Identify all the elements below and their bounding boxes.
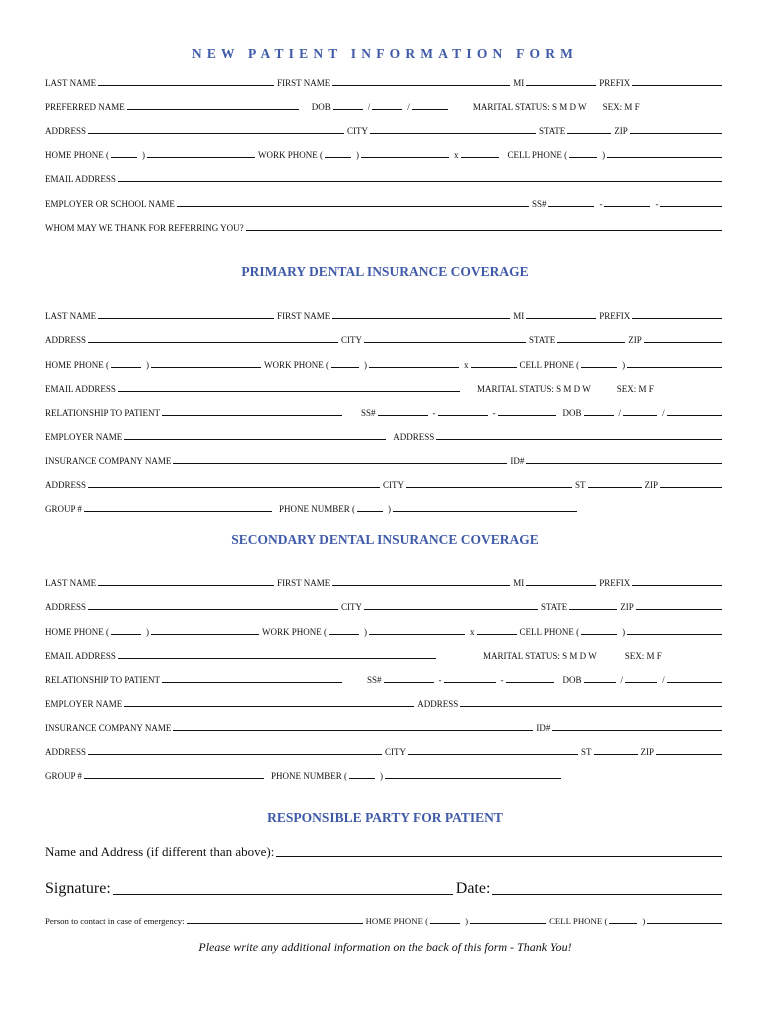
label: WORK PHONE ( — [258, 150, 323, 160]
primary-id-field[interactable] — [526, 463, 722, 464]
label: Signature: — [45, 880, 111, 897]
secondary-group-row: GROUP # PHONE NUMBER ( ) — [45, 767, 726, 781]
label: HOME PHONE ( — [45, 627, 109, 637]
primary-home-phone-field[interactable] — [151, 367, 261, 368]
label: WORK PHONE ( — [264, 360, 329, 370]
secondary-dob-year-field[interactable] — [667, 682, 722, 683]
patient-phone-row: HOME PHONE ( ) WORK PHONE ( ) x CELL PHONE ( ) — [45, 146, 726, 160]
primary-mi-field[interactable] — [526, 318, 596, 319]
work-area-code-field[interactable] — [325, 157, 351, 158]
label: INSURANCE COMPANY NAME — [45, 456, 172, 466]
label: LAST NAME — [45, 311, 97, 321]
secondary-employer-field[interactable] — [124, 706, 414, 707]
mi-field[interactable] — [526, 85, 596, 86]
ss-part2-field[interactable] — [604, 206, 650, 207]
ss-part3-field[interactable] — [660, 206, 722, 207]
primary-cell-phone-field[interactable] — [627, 367, 722, 368]
label: CELL PHONE ( — [507, 150, 568, 160]
label: ADDRESS — [45, 126, 87, 136]
secondary-insurance-address-row — [45, 743, 726, 757]
secondary-insurance-company-field[interactable] — [173, 730, 533, 731]
label: MI — [513, 311, 525, 321]
label: SS# — [367, 675, 382, 685]
primary-insurance-st-field[interactable] — [588, 487, 642, 488]
label: INSURANCE COMPANY NAME — [45, 723, 172, 733]
secondary-work-area-code-field[interactable] — [329, 634, 359, 635]
secondary-insurance-address-field[interactable] — [88, 754, 382, 755]
primary-ss-part3-field[interactable] — [498, 415, 556, 416]
primary-relationship-row: RELATIONSHIP TO PATIENT SS# - - DOB / / — [45, 404, 726, 418]
label: HOME PHONE ( — [45, 150, 109, 160]
label: FIRST NAME — [277, 578, 331, 588]
label: ADDRESS — [393, 432, 435, 442]
primary-name-row — [45, 307, 726, 321]
label: Name and Address (if different than above): — [45, 844, 275, 859]
label: ZIP — [620, 602, 634, 612]
patient-preferred-row: PREFERRED NAME DOB / / MARITAL STATUS: S M D W SEX: M F — [45, 102, 640, 112]
label: ID# — [536, 723, 551, 733]
secondary-state-field[interactable] — [569, 609, 617, 610]
responsible-name-row — [45, 842, 726, 860]
primary-marital-status-options[interactable]: MARITAL STATUS: S M D W — [476, 384, 591, 394]
label: ST — [581, 747, 592, 757]
secondary-dob-month-field[interactable] — [584, 682, 616, 683]
label: CITY — [347, 126, 369, 136]
state-field[interactable] — [567, 133, 611, 134]
label: GROUP # — [45, 504, 82, 514]
label: ADDRESS — [45, 335, 87, 345]
address-field[interactable] — [88, 133, 344, 134]
patient-referral-row — [45, 219, 726, 233]
primary-zip-field[interactable] — [644, 342, 722, 343]
secondary-name-row — [45, 574, 726, 588]
secondary-ss-part2-field[interactable] — [444, 682, 496, 683]
label: DOB — [311, 102, 331, 112]
secondary-address-row — [45, 598, 726, 612]
label: MI — [513, 578, 525, 588]
referral-field[interactable] — [246, 230, 722, 231]
label: ADDRESS — [45, 602, 87, 612]
label: PHONE NUMBER ( — [278, 504, 355, 514]
responsible-name-address-field[interactable] — [276, 856, 722, 857]
home-phone-field[interactable] — [147, 157, 255, 158]
secondary-insurance-st-field[interactable] — [594, 754, 638, 755]
label: SS# — [531, 199, 547, 209]
primary-dob-day-field[interactable] — [623, 415, 657, 416]
primary-sex-options[interactable]: SEX: M F — [616, 384, 654, 394]
label: STATE — [529, 335, 556, 345]
primary-group-row: GROUP # PHONE NUMBER ( ) — [45, 500, 726, 514]
patient-address-row — [45, 122, 726, 136]
cell-area-code-field[interactable] — [569, 157, 597, 158]
zip-field[interactable] — [630, 133, 722, 134]
primary-employer-field[interactable] — [124, 439, 386, 440]
primary-dob-month-field[interactable] — [584, 415, 614, 416]
secondary-employer-row — [45, 695, 726, 709]
primary-address-field[interactable] — [88, 342, 338, 343]
label: ZIP — [628, 335, 642, 345]
secondary-zip-field[interactable] — [636, 609, 722, 610]
dob-year-field[interactable] — [412, 109, 448, 110]
primary-cell-area-code-field[interactable] — [581, 367, 617, 368]
label: MI — [513, 78, 525, 88]
label: HOME PHONE ( — [365, 916, 429, 926]
emergency-contact-row: Person to contact in case of emergency: HOME PHONE ( ) CELL PHONE ( ) — [45, 912, 726, 926]
label: CITY — [383, 480, 405, 490]
label: ZIP — [640, 747, 655, 757]
patient-email-row — [45, 170, 726, 184]
label: ZIP — [644, 480, 659, 490]
dob-month-field[interactable] — [333, 109, 363, 110]
secondary-phone-row: HOME PHONE ( ) WORK PHONE ( ) x CELL PHONE ( ) — [45, 623, 726, 637]
primary-city-field[interactable] — [364, 342, 526, 343]
secondary-relationship-field[interactable] — [162, 682, 342, 683]
secondary-cell-area-code-field[interactable] — [581, 634, 617, 635]
secondary-email-row — [45, 647, 726, 661]
label: Person to contact in case of emergency: — [45, 916, 185, 926]
secondary-id-field[interactable] — [552, 730, 722, 731]
signature-row — [45, 876, 726, 898]
label: WORK PHONE ( — [262, 627, 327, 637]
primary-ss-part2-field[interactable] — [438, 415, 488, 416]
ss-part1-field[interactable] — [548, 206, 594, 207]
primary-insurance-heading: PRIMARY DENTAL INSURANCE COVERAGE — [241, 264, 529, 279]
label: EMPLOYER NAME — [45, 432, 123, 442]
primary-insurance-company-field[interactable] — [173, 463, 507, 464]
label: CELL PHONE ( — [549, 916, 608, 926]
primary-email-field[interactable] — [118, 391, 460, 392]
secondary-last-name-field[interactable] — [98, 585, 274, 586]
label: CITY — [385, 747, 407, 757]
secondary-prefix-field[interactable] — [632, 585, 722, 586]
secondary-insurance-heading: SECONDARY DENTAL INSURANCE COVERAGE — [231, 532, 539, 547]
label: CELL PHONE ( — [519, 360, 580, 370]
label: RELATIONSHIP TO PATIENT — [45, 675, 161, 685]
home-area-code-field[interactable] — [111, 157, 137, 158]
label: FIRST NAME — [277, 311, 331, 321]
prefix-field[interactable] — [632, 85, 722, 86]
secondary-employer-address-field[interactable] — [460, 706, 722, 707]
emergency-cell-phone-field[interactable] — [647, 923, 722, 924]
primary-insurance-address-row — [45, 476, 726, 490]
primary-insurance-zip-field[interactable] — [660, 487, 722, 488]
label: SS# — [361, 408, 376, 418]
label: ADDRESS — [45, 480, 87, 490]
primary-employer-row — [45, 428, 726, 442]
primary-insurance-address-field[interactable] — [88, 487, 380, 488]
signature-field[interactable] — [113, 894, 453, 895]
label: ID# — [510, 456, 525, 466]
label: PREFIX — [599, 311, 631, 321]
secondary-first-name-field[interactable] — [332, 585, 510, 586]
primary-phone-row: HOME PHONE ( ) WORK PHONE ( ) x CELL PHONE ( ) — [45, 356, 726, 370]
secondary-insurance-city-field[interactable] — [408, 754, 578, 755]
primary-relationship-field[interactable] — [162, 415, 342, 416]
emergency-home-area-code-field[interactable] — [430, 923, 460, 924]
label: DOB — [562, 408, 582, 418]
label: HOME PHONE ( — [45, 360, 109, 370]
secondary-work-ext-field[interactable] — [477, 634, 517, 635]
secondary-cell-phone-field[interactable] — [627, 634, 722, 635]
primary-email-row — [45, 380, 726, 394]
email-field[interactable] — [118, 181, 722, 182]
label: ST — [575, 480, 586, 490]
secondary-group-field[interactable] — [84, 778, 264, 779]
label: EMPLOYER NAME — [45, 699, 123, 709]
label: LAST NAME — [45, 578, 97, 588]
primary-home-area-code-field[interactable] — [111, 367, 141, 368]
preferred-name-field[interactable] — [127, 109, 299, 110]
label: EMAIL ADDRESS — [45, 384, 116, 394]
secondary-insurance-zip-field[interactable] — [656, 754, 722, 755]
label: ZIP — [614, 126, 628, 136]
label: EMAIL ADDRESS — [45, 651, 116, 661]
secondary-marital-status-options[interactable]: MARITAL STATUS: S M D W — [482, 651, 597, 661]
primary-dob-year-field[interactable] — [667, 415, 722, 416]
employer-school-field[interactable] — [177, 206, 529, 207]
label: Date: — [455, 880, 491, 897]
secondary-sex-options[interactable]: SEX: M F — [624, 651, 662, 661]
primary-last-name-field[interactable] — [98, 318, 274, 319]
label: CITY — [341, 602, 363, 612]
label: RELATIONSHIP TO PATIENT — [45, 408, 161, 418]
dob-day-field[interactable] — [372, 109, 402, 110]
emergency-cell-area-code-field[interactable] — [609, 923, 637, 924]
label: EMPLOYER OR SCHOOL NAME — [45, 199, 175, 209]
secondary-address-field[interactable] — [88, 609, 338, 610]
last-name-field[interactable] — [98, 85, 274, 86]
date-field[interactable] — [492, 894, 722, 895]
secondary-relationship-row: RELATIONSHIP TO PATIENT SS# - - DOB / / — [45, 671, 726, 685]
primary-employer-address-field[interactable] — [436, 439, 722, 440]
sex-options[interactable]: SEX: M F — [602, 102, 640, 112]
secondary-mi-field[interactable] — [526, 585, 596, 586]
label: FIRST NAME — [277, 78, 331, 88]
primary-phone-number-field[interactable] — [393, 511, 577, 512]
label: STATE — [539, 126, 566, 136]
label: EMAIL ADDRESS — [45, 174, 116, 184]
primary-group-field[interactable] — [84, 511, 272, 512]
label: STATE — [541, 602, 568, 612]
label: GROUP # — [45, 771, 82, 781]
primary-work-phone-field[interactable] — [369, 367, 459, 368]
secondary-email-field[interactable] — [118, 658, 436, 659]
label: WHOM MAY WE THANK FOR REFERRING YOU? — [45, 223, 244, 233]
primary-state-field[interactable] — [557, 342, 625, 343]
work-phone-field[interactable] — [361, 157, 449, 158]
secondary-home-phone-field[interactable] — [151, 634, 259, 635]
label: PREFIX — [599, 78, 631, 88]
emergency-contact-field[interactable] — [187, 923, 363, 924]
cell-phone-field[interactable] — [607, 157, 722, 158]
primary-phone-area-code-field[interactable] — [357, 511, 383, 512]
secondary-ss-part3-field[interactable] — [506, 682, 554, 683]
secondary-ss-part1-field[interactable] — [384, 682, 434, 683]
primary-insurance-city-field[interactable] — [406, 487, 572, 488]
label: ADDRESS — [417, 699, 459, 709]
secondary-work-phone-field[interactable] — [369, 634, 465, 635]
secondary-city-field[interactable] — [364, 609, 538, 610]
secondary-phone-area-code-field[interactable] — [349, 778, 375, 779]
label: ADDRESS — [45, 747, 87, 757]
responsible-party-heading: RESPONSIBLE PARTY FOR PATIENT — [267, 810, 503, 825]
label: PREFIX — [599, 578, 631, 588]
city-field[interactable] — [370, 133, 536, 134]
secondary-insurance-company-row — [45, 719, 726, 733]
patient-name-row — [45, 74, 726, 88]
footer-note: Please write any additional information on the back of this form - Thank You! — [198, 940, 572, 954]
label: LAST NAME — [45, 78, 97, 88]
primary-address-row — [45, 331, 726, 345]
label: CELL PHONE ( — [519, 627, 580, 637]
secondary-home-area-code-field[interactable] — [111, 634, 141, 635]
label: PREFERRED NAME — [45, 102, 125, 112]
label: CITY — [341, 335, 363, 345]
label: DOB — [562, 675, 582, 685]
patient-employer-row: EMPLOYER OR SCHOOL NAME SS# - - — [45, 195, 726, 209]
primary-insurance-company-row — [45, 452, 726, 466]
marital-status-options[interactable]: MARITAL STATUS: S M D W — [472, 102, 587, 112]
primary-prefix-field[interactable] — [632, 318, 722, 319]
form-title: NEW PATIENT INFORMATION FORM — [191, 46, 579, 61]
first-name-field[interactable] — [332, 85, 510, 86]
work-ext-field[interactable] — [461, 157, 499, 158]
primary-first-name-field[interactable] — [332, 318, 510, 319]
primary-work-ext-field[interactable] — [471, 367, 517, 368]
emergency-home-phone-field[interactable] — [470, 923, 546, 924]
label: PHONE NUMBER ( — [270, 771, 347, 781]
secondary-phone-number-field[interactable] — [385, 778, 561, 779]
primary-work-area-code-field[interactable] — [331, 367, 359, 368]
primary-ss-part1-field[interactable] — [378, 415, 428, 416]
secondary-dob-day-field[interactable] — [625, 682, 657, 683]
